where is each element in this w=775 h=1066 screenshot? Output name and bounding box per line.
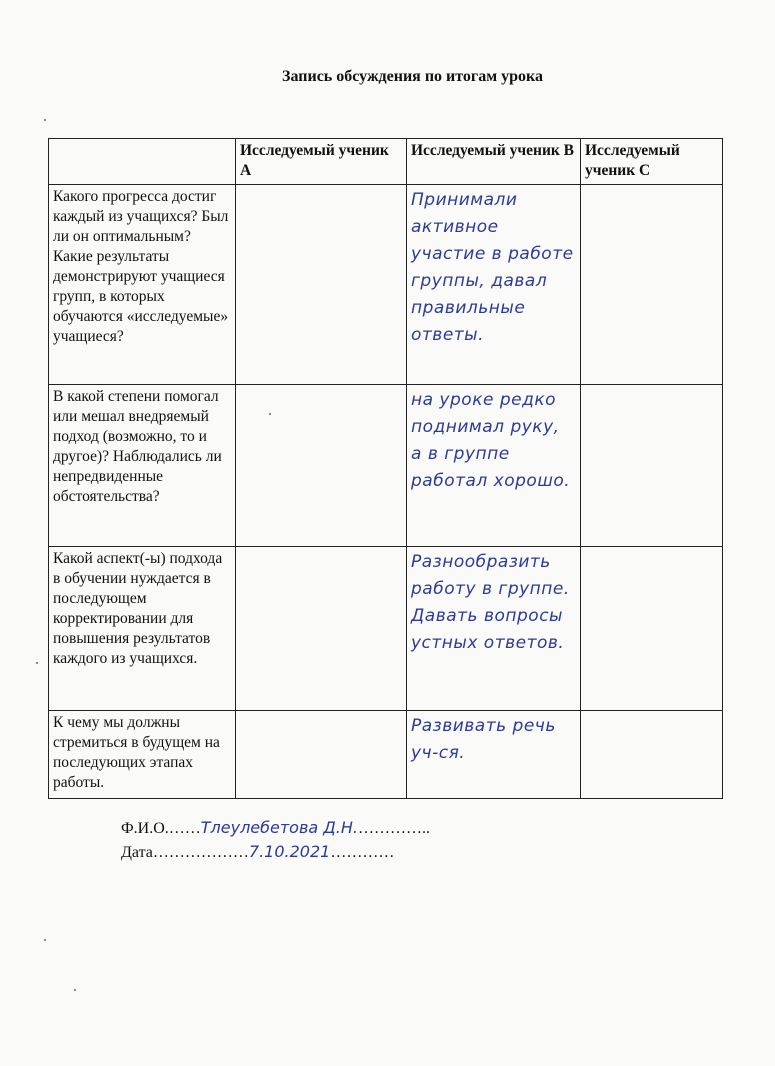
date-dots-tail: ………… (330, 844, 395, 861)
answer-student-c[interactable] (581, 385, 723, 547)
question-cell: К чему мы должны стремиться в будущем на последующих этапах работы. (49, 711, 236, 799)
answer-student-a[interactable] (236, 385, 407, 547)
answer-student-c[interactable] (581, 711, 723, 799)
answer-student-b[interactable]: Развивать речь уч-ся. (407, 711, 581, 799)
page-title: Запись обсуждения по итогам урока (282, 68, 543, 85)
date-line (121, 842, 394, 862)
table-row (49, 385, 723, 547)
scan-speck (44, 939, 46, 941)
date-value[interactable]: 7.10.2021 (248, 842, 331, 861)
header-student-b: Исследуемый ученик В (407, 139, 581, 185)
answer-student-b[interactable]: Разнообразить работу в группе. Давать вопросы устных ответов. (407, 547, 581, 711)
table-header-row (49, 139, 723, 185)
scan-speck (36, 662, 38, 664)
header-cell-empty (49, 139, 236, 185)
scan-speck (74, 989, 76, 991)
discussion-table (48, 138, 723, 799)
date-label: Дата (121, 844, 153, 861)
question-cell: Какой аспект(-ы) подхода в обучении нуждается в последующем корректировании для повышения результатов каждого из учащихся. (49, 547, 236, 711)
scan-speck (44, 119, 46, 121)
answer-student-b[interactable]: на уроке редко поднимал руку, а в группе работал хорошо. (407, 385, 581, 547)
table-row (49, 711, 723, 799)
answer-student-b[interactable]: Принимали активное участие в работе группы, давал правильные ответы. (407, 185, 581, 385)
fio-value[interactable]: Тлеулебетова Д.Н. (200, 818, 358, 837)
table-row (49, 547, 723, 711)
date-dots: ……………… (152, 844, 249, 861)
answer-student-c[interactable] (581, 185, 723, 385)
question-cell: Какого прогресса достиг каждый из учащихся? Был ли он оптимальным? Какие результаты демонстрируют учащиеся групп, в которых обучаются «исследуемые» учащиеся? (49, 185, 236, 385)
answer-student-a[interactable] (236, 547, 407, 711)
answer-student-c[interactable] (581, 547, 723, 711)
fio-line (121, 818, 430, 838)
fio-dots: …… (168, 820, 201, 837)
header-student-a: Исследуемый ученик А (236, 139, 407, 185)
table-row (49, 185, 723, 385)
answer-student-a[interactable] (236, 711, 407, 799)
question-cell: В какой степени помогал или мешал внедряемый подход (возможно, то и другое)? Наблюдались ли непредвиденные обстоятельства? (49, 385, 236, 547)
scan-speck (269, 413, 271, 415)
answer-student-a[interactable] (236, 185, 407, 385)
fio-label: Ф.И.О. (121, 820, 169, 837)
header-student-c: Исследуемый ученик С (581, 139, 723, 185)
fio-dots-tail: ………….. (357, 820, 430, 837)
